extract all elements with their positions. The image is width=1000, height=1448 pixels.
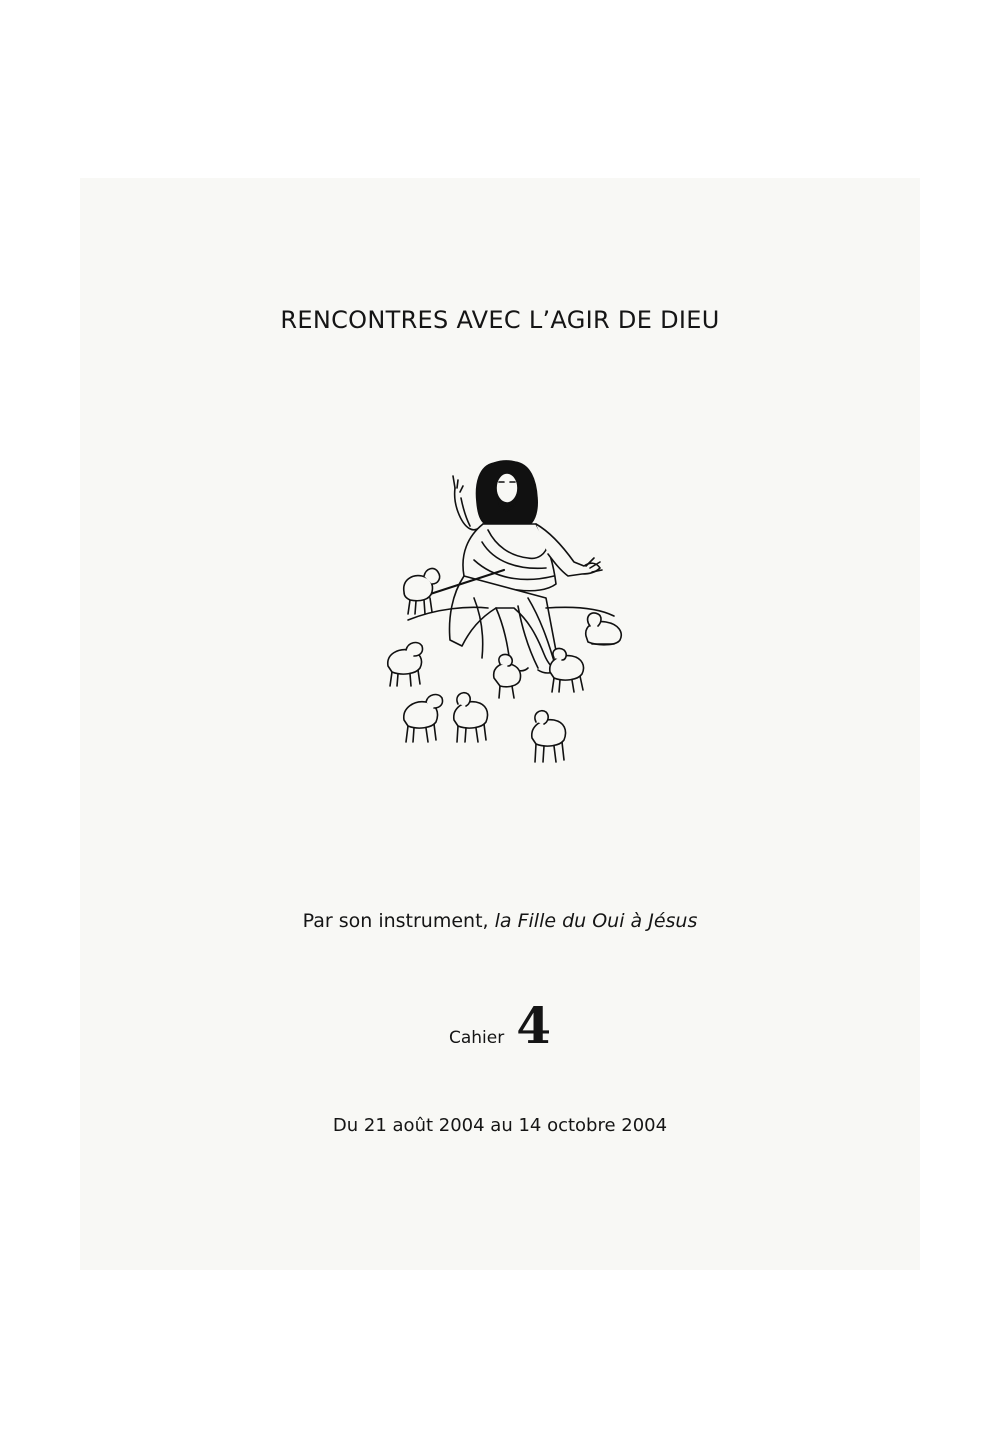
sheep — [550, 648, 584, 692]
volume-label: Cahier — [448, 1028, 505, 1048]
sheep — [454, 693, 488, 742]
sheep — [404, 569, 440, 614]
cover-title: RENCONTRES AVEC L’AGIR DE DIEU — [280, 306, 720, 334]
byline-prefix: Par son instrument, — [302, 910, 495, 932]
sheep — [404, 695, 443, 742]
figure-face — [496, 473, 518, 503]
sheep — [494, 654, 521, 698]
author-byline — [80, 910, 920, 932]
sheep — [586, 613, 621, 645]
book-cover — [80, 178, 920, 1270]
volume-indicator — [80, 996, 920, 1055]
byline-author-name: la Fille du Oui à Jésus — [494, 910, 698, 932]
date-range: Du 21 août 2004 au 14 octobre 2004 — [332, 1115, 668, 1136]
sheep — [388, 643, 423, 686]
volume-number: 4 — [516, 996, 552, 1055]
shepherd-with-sheep-illustration — [378, 458, 638, 783]
sheep — [532, 711, 566, 762]
